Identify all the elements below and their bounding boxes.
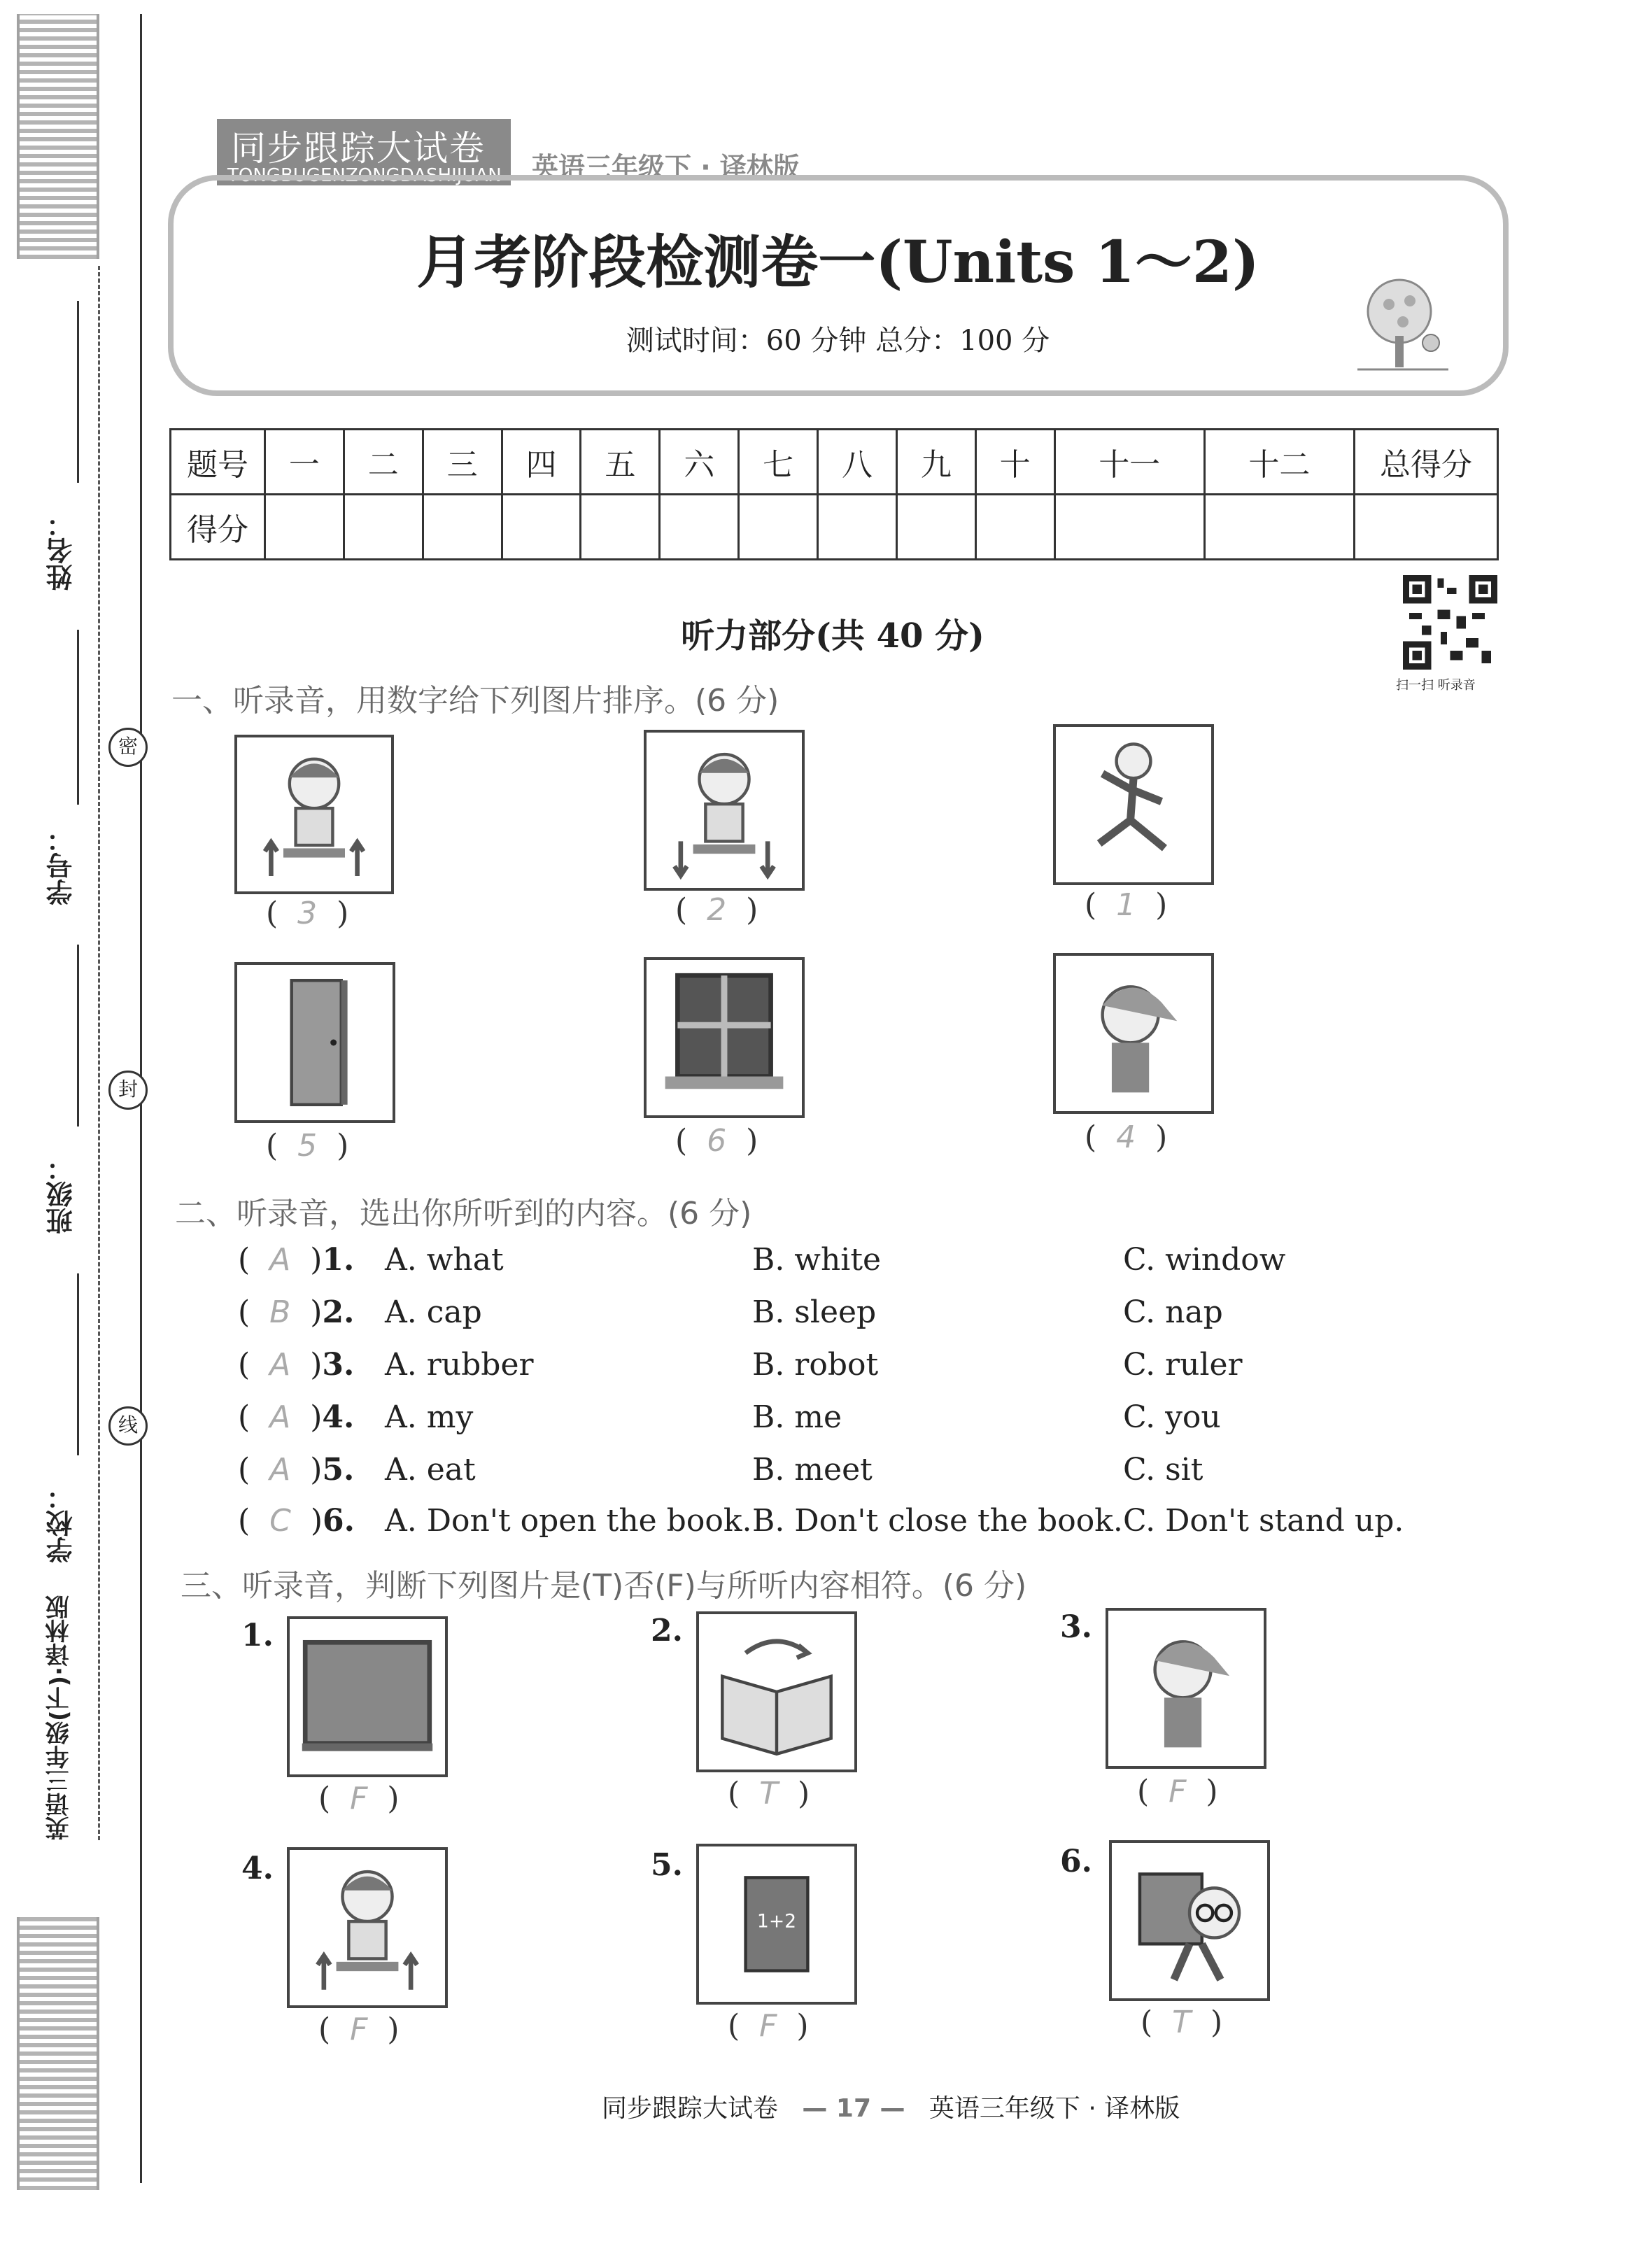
score-cell[interactable]	[818, 495, 897, 560]
answer-value: F	[350, 2012, 368, 2047]
school-blank[interactable]	[77, 1273, 79, 1455]
answer-value: T	[759, 1776, 779, 1811]
answer-value: 1	[1116, 887, 1136, 923]
answer-paren[interactable]: ( 4 )	[1085, 1120, 1168, 1155]
margin-pattern-bottom	[17, 1917, 99, 2190]
answer-value: T	[1172, 2005, 1192, 2040]
answer-value: F	[350, 1781, 368, 1816]
series-title: 同步跟踪大试卷	[231, 128, 486, 169]
option-a: A. rubber	[385, 1347, 534, 1383]
score-col: 五	[581, 430, 660, 495]
answer-paren[interactable]: ( A )	[238, 1347, 323, 1383]
score-row-label: 得分	[171, 495, 265, 560]
score-col: 一	[265, 430, 344, 495]
score-cell[interactable]	[1204, 495, 1354, 560]
score-cell[interactable]	[265, 495, 344, 560]
answer-paren[interactable]: ( F )	[1137, 1774, 1218, 1809]
question-number: 6.	[323, 1503, 355, 1539]
option-b: B. white	[752, 1242, 882, 1278]
item-number: 3.	[1060, 1609, 1092, 1645]
answer-paren[interactable]: ( 1 )	[1085, 887, 1168, 923]
picture-boy-cap	[1053, 953, 1214, 1114]
score-cell[interactable]	[975, 495, 1054, 560]
picture-boy-run	[1053, 724, 1214, 885]
option-a: A. what	[385, 1242, 504, 1278]
answer-paren[interactable]: ( T )	[1141, 2005, 1223, 2040]
answer-paren[interactable]: ( B )	[238, 1294, 323, 1330]
answer-paren[interactable]: ( 6 )	[675, 1123, 758, 1159]
option-c: C. ruler	[1123, 1347, 1243, 1383]
picture-boy-stand	[287, 1847, 448, 2008]
picture-boy-stand	[644, 730, 805, 891]
answer-value: A	[269, 1347, 291, 1383]
option-b: B. me	[752, 1399, 842, 1435]
item-number: 4.	[241, 1851, 274, 1886]
score-cell[interactable]	[502, 495, 581, 560]
answer-value: 4	[1116, 1120, 1136, 1155]
score-col: 七	[739, 430, 818, 495]
question-row	[238, 1452, 1427, 1488]
score-col: 十	[975, 430, 1054, 495]
score-cell[interactable]	[1054, 495, 1204, 560]
answer-value: 5	[297, 1128, 318, 1164]
item-number: 1.	[241, 1618, 274, 1653]
option-c: C. you	[1123, 1399, 1221, 1435]
picture-window	[644, 957, 805, 1118]
picture-math-book	[696, 1844, 857, 2005]
score-col: 三	[423, 430, 502, 495]
item-number: 2.	[651, 1613, 683, 1648]
picture-boy-cap	[1106, 1608, 1266, 1769]
question-number: 1.	[322, 1242, 355, 1278]
tree-icon	[1350, 273, 1455, 378]
answer-paren[interactable]: ( A )	[238, 1452, 323, 1488]
section3-title: 三、听录音，判断下列图片是(T)否(F)与所听内容相符。(6 分)	[181, 1568, 1027, 1604]
seal-feng: 封	[108, 1071, 148, 1110]
answer-paren[interactable]: ( F )	[728, 2008, 809, 2044]
answer-value: F	[1169, 1774, 1187, 1809]
score-cell[interactable]	[896, 495, 975, 560]
answer-value: B	[269, 1294, 291, 1330]
answer-paren[interactable]: ( 2 )	[675, 892, 758, 928]
question-number: 5.	[322, 1452, 355, 1488]
seal-mi: 密	[108, 728, 148, 767]
listening-title: 听力部分(共 40 分)	[681, 616, 984, 656]
option-c: C. Don't stand up.	[1123, 1503, 1404, 1539]
book-label: 英语三年级(下)·译林版	[45, 1595, 73, 1840]
score-col: 二	[344, 430, 423, 495]
student-id-blank[interactable]	[77, 630, 79, 805]
option-a: A. my	[385, 1399, 474, 1435]
answer-paren[interactable]: ( T )	[728, 1776, 810, 1811]
option-b: B. sleep	[752, 1294, 877, 1330]
score-col: 十一	[1054, 430, 1204, 495]
answer-value: 2	[707, 892, 727, 928]
section2-title: 二、听录音，选出你所听到的内容。(6 分)	[175, 1196, 752, 1231]
edition-label: 英语三年级下 · 译林版	[532, 152, 800, 183]
option-c: C. window	[1123, 1242, 1286, 1278]
option-a: A. Don't open the book.	[385, 1503, 752, 1539]
question-row	[238, 1503, 1427, 1539]
score-col: 九	[896, 430, 975, 495]
question-row	[238, 1347, 1427, 1383]
student-id-label: 学号：	[46, 826, 77, 905]
option-a: A. eat	[385, 1452, 476, 1488]
picture-boy-with-books	[1109, 1840, 1270, 2001]
score-col: 十二	[1204, 430, 1354, 495]
page-footer	[602, 2089, 1180, 2124]
option-b: B. robot	[752, 1347, 879, 1383]
option-c: C. sit	[1123, 1452, 1203, 1488]
score-table	[169, 428, 1499, 560]
score-cell[interactable]	[344, 495, 423, 560]
class-blank[interactable]	[77, 945, 79, 1127]
answer-value: A	[269, 1452, 291, 1488]
score-cell[interactable]	[660, 495, 739, 560]
name-blank[interactable]	[77, 301, 79, 483]
answer-paren[interactable]: ( 3 )	[266, 896, 349, 931]
name-label: 姓名：	[46, 511, 77, 591]
answer-value: F	[759, 2008, 777, 2044]
answer-paren[interactable]: ( C )	[238, 1503, 323, 1539]
score-cell[interactable]	[423, 495, 502, 560]
answer-paren[interactable]: ( A )	[238, 1399, 323, 1435]
question-number: 3.	[322, 1347, 355, 1383]
answer-value: C	[269, 1503, 291, 1539]
answer-paren[interactable]: ( A )	[238, 1242, 323, 1278]
picture-open-book	[696, 1611, 857, 1772]
answer-value: 6	[707, 1123, 727, 1159]
score-col: 六	[660, 430, 739, 495]
class-label: 班级：	[46, 1154, 77, 1234]
footer-edition: 英语三年级下 · 译林版	[929, 2094, 1180, 2123]
option-c: C. nap	[1123, 1294, 1223, 1330]
picture-boy-sit	[234, 735, 394, 894]
answer-paren[interactable]: ( F )	[318, 2012, 400, 2047]
answer-paren[interactable]: ( 5 )	[266, 1128, 349, 1164]
score-col-total: 总得分	[1355, 430, 1498, 495]
score-col: 八	[818, 430, 897, 495]
section1-title: 一、听录音，用数字给下列图片排序。(6 分)	[171, 683, 779, 719]
item-number: 5.	[651, 1847, 683, 1883]
qr-caption: 扫一扫 听录音	[1396, 678, 1476, 693]
test-info: 测试时间：60 分钟 总分：100 分	[626, 325, 1050, 357]
score-cell[interactable]	[739, 495, 818, 560]
page-number: — 17 —	[802, 2094, 905, 2123]
picture-door	[234, 962, 395, 1123]
option-b: B. meet	[752, 1452, 873, 1488]
footer-series: 同步跟踪大试卷	[602, 2094, 779, 2123]
svg-text:1+2: 1+2	[756, 1910, 797, 1933]
option-a: A. cap	[385, 1294, 482, 1330]
score-cell-total[interactable]	[1355, 495, 1498, 560]
score-cell[interactable]	[581, 495, 660, 560]
school-label: 学校：	[46, 1483, 77, 1563]
answer-value: A	[269, 1242, 291, 1278]
answer-value: A	[269, 1399, 291, 1435]
page-title: 月考阶段检测卷一(Units 1～2)	[416, 229, 1259, 296]
question-row	[238, 1294, 1427, 1330]
question-number: 2.	[322, 1294, 355, 1330]
answer-value: 3	[297, 896, 318, 931]
score-table-header-label: 题号	[171, 430, 265, 495]
item-number: 6.	[1060, 1844, 1092, 1879]
answer-paren[interactable]: ( F )	[318, 1781, 400, 1816]
question-row	[238, 1242, 1427, 1278]
question-row	[238, 1399, 1427, 1435]
margin-pattern-top	[17, 14, 99, 259]
question-number: 4.	[322, 1399, 355, 1435]
seal-xian: 线	[108, 1406, 148, 1446]
option-b: B. Don't close the book.	[752, 1503, 1123, 1539]
score-col: 四	[502, 430, 581, 495]
margin-cut-line	[98, 266, 100, 1840]
picture-blackboard	[287, 1616, 448, 1777]
series-pinyin: TONGBUGENZONGDASHIJUAN	[227, 165, 502, 186]
